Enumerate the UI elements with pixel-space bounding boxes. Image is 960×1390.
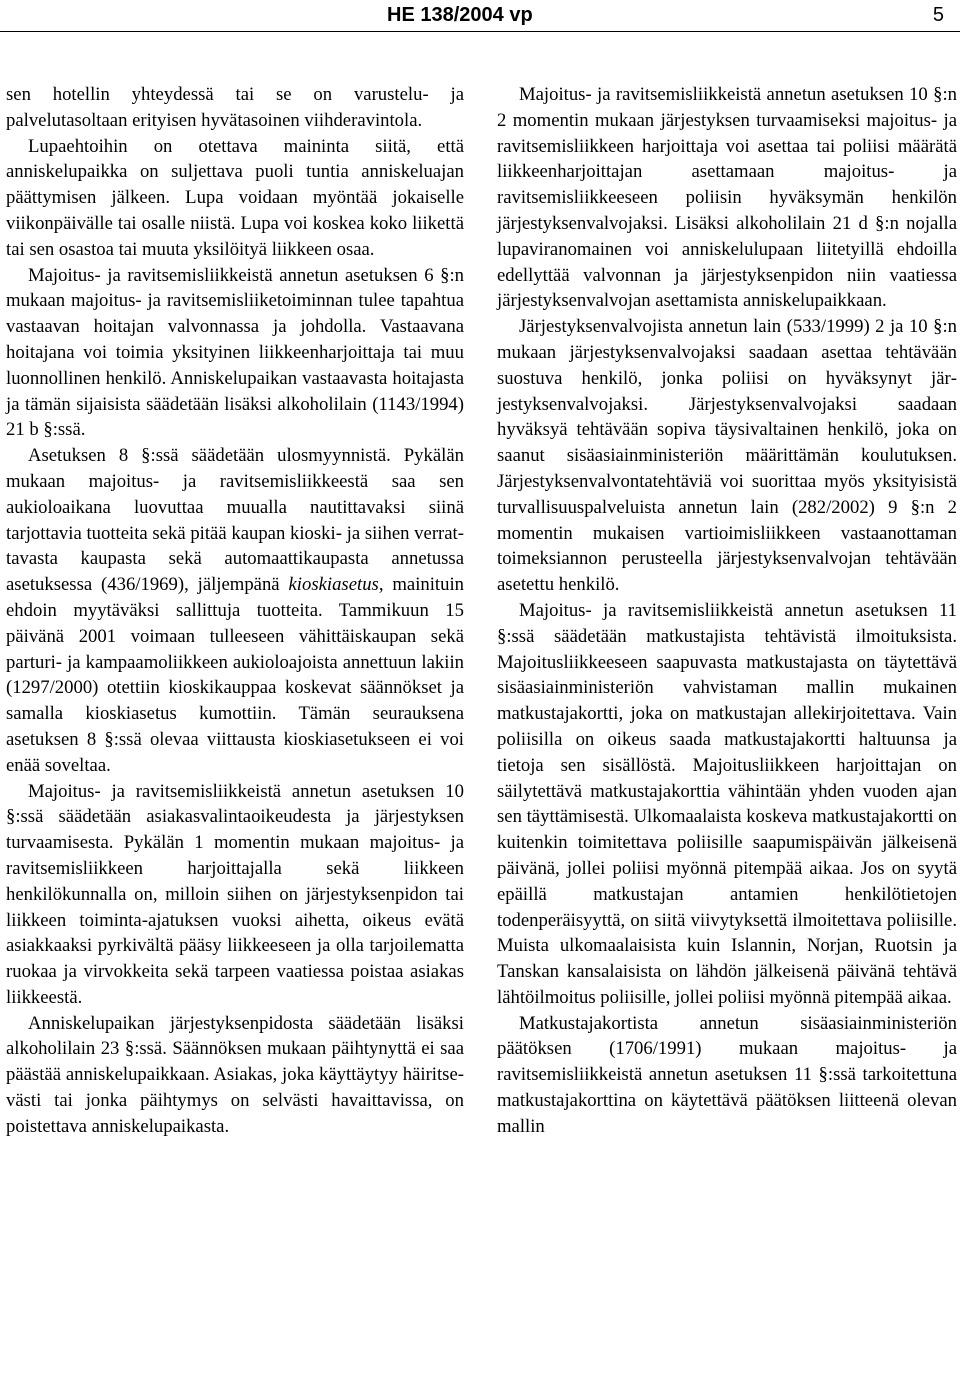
paragraph: Majoitus- ja ravitsemisliikkeistä annetun asetuksen 6 §:n mukaan majoitus- ja ravitsemisliiketoiminnan tulee tapahtua vastaavan hoitajan valvonnassa ja johdolla. Vastaavana hoitajana voi toimia yksityinen liikkeenharjoittaja tai muu luonnollinen henkilö. Anniskelupaikan vastaavasta hoitajasta ja tämän sijaisista säädetään lisäksi alkoholilain (1143/1994) 21 b §:ssä. bbox=[6, 264, 464, 441]
page-number: 5 bbox=[932, 4, 944, 26]
page-header bbox=[0, 0, 960, 34]
header-rule bbox=[0, 31, 960, 32]
left-column bbox=[6, 82, 464, 1140]
right-column bbox=[497, 82, 957, 1140]
paragraph: Anniskelupaikan järjestyksenpidosta säädetään lisäksi alkoholilain 23 §:ssä. Säännöksen mukaan päihtynyttä ei saa päästää anniskelupaikkaan. Asiakas, joka käyttäytyy häiritsevästi tai jonka päihtymys on selvästi havaittavissa, on poistettava anniskelupaikasta. bbox=[6, 1012, 464, 1137]
paragraph: Majoitus- ja ravitsemisliikkeistä annetun asetuksen 11 §:ssä säädetään matkustajista tehtävistä ilmoituksista. Majoitusliikkeeseen saapuvasta matkustajasta on täytettävä sisäasiainministeriön vahvistaman mallin mukainen matkustajakortti, joka on matkustajan allekirjoitettava. Vain poliisilla on oikeus saada matkustajakortti haltuunsa ja tietoja sen sisällöstä. Majoitusliikkeen harjoittajan on säilytettävä matkustajakorttia vähintään yhden vuoden ajan sen täyttämisestä. Ulkomaalaista koskeva matkustajakortti on kuitenkin toimitettava poliisille saapumispäivän jälkeisenä päivänä, jollei poliisi myönnä pitempää aikaa. Jos on syytä epäillä matkustajan antamien henkilötietojen todenperäisyyttä, on siitä viivytyksettä ilmoitettava poliisille. Muista ulkomaalaisista kuin Islannin, Norjan, Ruotsin ja Tanskan kansalaisista on lähdön jälkeisenä päivänä tehtävä lähtöilmoitus poliisille, jollei poliisi myönnä pitempää aikaa. bbox=[497, 599, 957, 1008]
paragraph: Järjestyksenvalvojista annetun lain (533/1999) 2 ja 10 §:n mukaan järjestyksenvalvojaksi saadaan asettaa tehtävään suostuva henkilö, jonka poliisi on hyväksynyt järjestyksenvalvojaksi. Järjestyksenvalvojaksi saadaan hyväksyä tehtävään sopiva täysivaltainen henkilö, joka on saanut sisäasiainministeriön määrittämän koulutuksen. Järjestyksenvalvontatehtäviä voi suorittaa myös yksityisistä turvallisuuspalveluista annetun lain (282/2002) 9 §:n 2 momentin mukaisen vartioimisliikkeen vastaanottaman toimeksiannon perusteella järjestyksenvalvojan tehtävään asetettu henkilö. bbox=[497, 316, 957, 596]
paragraph: Majoitus- ja ravitsemisliikkeistä annetun asetuksen 10 §:n 2 momentin mukaan järjestyksen turvaamiseksi majoitus- ja ravitsemisliikkeen harjoittaja voi asettaa tai poliisi määrätä liikkeenharjoittajan asettamaan majoitus- ja ravitsemisliikkeeseen poliisin hyväksymän henkilön järjestyksenvalvojaksi. Lisäksi alkoholilain 21 d §:n nojalla lupaviranomainen voi anniskelulupaan liitetyillä ehdoilla edellyttää valvonnan ja järjestyksenpidon niin vaatiessa järjestyksenvalvojan asettamista anniskelupaikkaan. bbox=[497, 84, 957, 312]
document-id: HE 138/2004 vp bbox=[387, 4, 533, 26]
paragraph: Matkustajakortista annetun sisäasiainministeriön päätöksen (1706/1991) mukaan majoitus- ja ravitsemisliikkeistä annetun asetuksen 11 §:ssä tarkoitettuna matkustajakorttina on käytettävä päätöksen liitteenä olevan mallin bbox=[497, 1012, 957, 1137]
text-run: Asetuksen 8 §:ssä säädetään ulosmyynnistä. Pykälän mukaan majoitus- ja ravitsemisliikkeestä saa sen aukioloaikana luovuttaa muualla nautittavaksi siinä tarjottavia tuotteita sekä pitää kaupan kioski- ja siihen verrattavasta kaupasta sekä automaattikaupasta annetussa asetuksessa (436/1969), jäljempänä bbox=[6, 445, 464, 596]
text-run: , mainituin ehdoin myytäväksi sallittuja tuotteita. Tammikuun 15 päivänä 2001 voimaan tulleeseen vähittäiskaupan sekä parturi- ja kampaamoliikkeen aukioloajoista annettuun lakiin (1297/2000) otettiin kioskikauppaa koskevat säännökset ja samalla kioskiasetus kumottiin. Tämän seurauksena asetuksen 8 §:ssä olevaa viittausta kioskiasetukseen ei voi enää soveltaa. bbox=[6, 574, 464, 776]
paragraph: sen hotellin yhteydessä tai se on varustelu- ja palvelutasoltaan erityisen hyvätasoinen viihderavintola. bbox=[6, 84, 464, 131]
paragraph: Majoitus- ja ravitsemisliikkeistä annetun asetuksen 10 §:ssä säädetään asiakasvalintaoikeudesta ja järjestyksen turvaamisesta. Pykälän 1 momentin mukaan majoitus- ja ravitsemisliikkeen harjoittajalla sekä liikkeen henkilökunnalla on, milloin siihen on järjestyksenpidon tai liikkeen toiminta-ajatuksen vuoksi aihetta, oikeus evätä asiakkaaksi pyrkivältä pääsy liikkeeseen ja olla tarjoilematta ruokaa ja virvokkeita sekä tarpeen vaatiessa poistaa asiakas liikkeestä. bbox=[6, 780, 464, 1008]
paragraph bbox=[6, 443, 464, 778]
paragraph: Lupaehtoihin on otettava maininta siitä, että anniskelupaikka on suljettava puoli tuntia anniskeluajan päättymisen jälkeen. Lupa voidaan myöntää jokaiselle viikonpäivälle tai osalle niistä. Lupa voi koskea koko liikettä tai sen osastoa tai muuta yksilöityä liikkeen osaa. bbox=[6, 135, 464, 260]
italic-term: kioskiasetus bbox=[288, 574, 379, 596]
